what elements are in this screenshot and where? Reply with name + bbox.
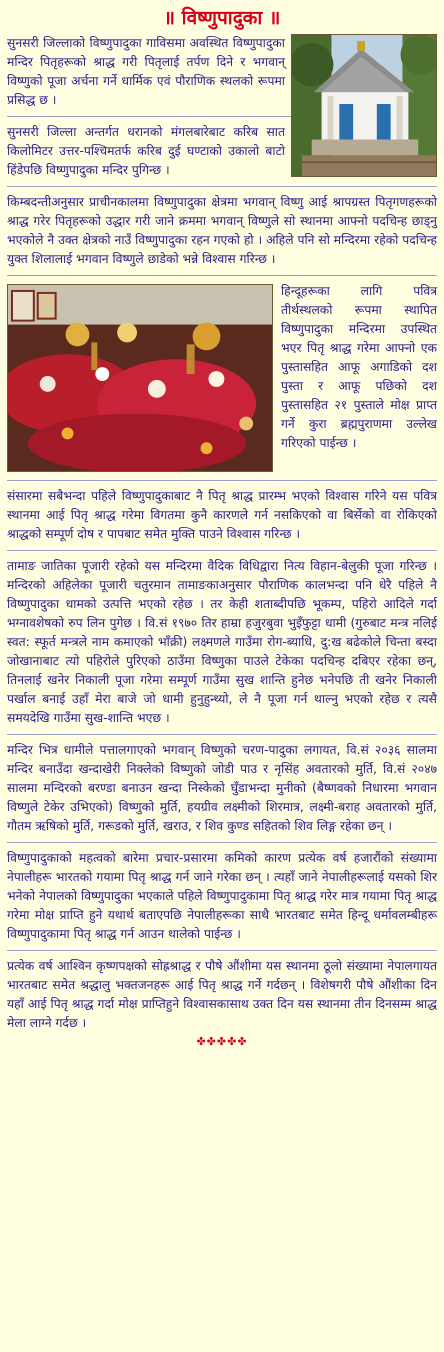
paragraph-3: किम्बदन्तीअनुसार प्राचीनकालमा विष्णुपादुका क्षेत्रमा भगवान् विष्णु आई श्रापग्रस्त पितृगणहरूको श्राद्ध गरेर पितृहरूको उद्धार गरी जाने क्रममा भगवान् विष्णुले सो स्थानमा आफ्नो पदचिन्ह छाड्नु भएकोले नै उक्त क्षेत्रको नाउँ विष्णुपादुका रहन गएको हो । अहिले पनि सो मन्दिरमा रहेको पदचिन्ह युक्त शिलालाई भगवान विष्णुले छाडेको भन्ने विश्वास गरिन्छ । — [7, 195, 437, 266]
paragraph-5: संसारमा सबैभन्दा पहिले विष्णुपादुकाबाट नै पितृ श्राद्ध प्रारम्भ भएको विश्वास गरिने यस पवित्र स्थानमा आई पितृ श्राद्ध गरेमा विगतमा कुनै कारणले गर्न नसकिएको वा बिर्सेको वा रोकिएको श्राद्धको सम्पूर्ण दोष र पापबाट समेत मुक्ति पाउने विश्वास गरिन्छ । — [7, 489, 437, 541]
festival-section — [7, 957, 437, 1048]
end-mark: ✤✤✤✤✤ — [196, 1035, 248, 1048]
priest-section — [7, 557, 437, 735]
intro-section — [7, 34, 437, 117]
legend-section — [7, 193, 437, 276]
paragraph-8: विष्णुपादुकाको महत्वको बारेमा प्रचार-प्रसारमा कमिको कारण प्रत्येक वर्ष हजारौंको संख्यामा नेपालीहरू भारतको गयामा पितृ श्राद्ध गर्न जाने गरेका छन् । त्यहाँ जाने नेपालीहरूलाई यसको शिर भनेको नेपालको विष्णुपादुका भएकाले पहिले विष्णुपादुकामा पितृ श्राद्ध गरेर मात्र गयामा पितृ श्राद्ध गरेमा मोक्ष प्राप्ति हुने यथार्थ बताएपछि नेपालीहरूका साथै भारतबाट समेत हिन्दू धर्मावलम्बीहरू विष्णुपादुकामा पितृ श्राद्ध गर्न आउन थालेको पाईन्छ । — [7, 851, 437, 941]
paragraph-4: हिन्दूहरूका लागि पवित्र तीर्थस्थलको रूपमा स्थापित विष्णुपादुका मन्दिरमा उपस्थित भएर पितृ श्राद्ध गरेमा आफ्नो एक पुस्तासहित आफू अगाडिको दश पुस्ता र आफू पछिको दश पुस्तासहित २१ पुस्ताले मोक्ष प्राप्त गर्ने कुरा ब्रह्मपुराणमा उल्लेख गरिएको पाईन्छ । — [281, 284, 437, 450]
idols-section — [7, 741, 437, 843]
moksha-section — [7, 282, 437, 481]
paragraph-9: प्रत्येक वर्ष आश्विन कृष्णपक्षको सोह्रश्राद्ध र पौषे औंशीमा यस स्थानमा ठूलो संख्यामा नेपालगायत भारतबाट समेत श्रद्धालु भक्तजनहरू आई पितृ श्राद्ध गर्ने गर्दछन् । विशेषगरी पौषे औंशीका दिन यहाँ आई पितृ श्राद्ध गर्दा मोक्ष प्राप्तिहुने विश्वासकासाथ उक्त दिन यस स्थानमा तीन दिनसम्म श्राद्ध मेला लाग्ने गर्दछ । — [7, 959, 437, 1030]
offerings-photo — [7, 284, 273, 472]
belief-section — [7, 487, 437, 551]
significance-section — [7, 849, 437, 951]
paragraph-2: सुनसरी जिल्ला अन्तर्गत धरानको मंगलबारेबाट करिब सात किलोमिटर उत्तर-पश्चिमतर्फ करिब दुई घण्टाको उकालो बाटो हिंडेपछि विष्णुपादुका मन्दिर पुगिन्छ । — [7, 125, 285, 177]
page-title: ॥ विष्णुपादुका ॥ — [163, 7, 281, 29]
paragraph-7: मन्दिर भित्र धामीले पत्तालगाएको भगवान् विष्णुको चरण-पादुका लगायत, वि.सं २०३६ सालमा मन्दिर बनाउँदा खन्दाखेरी निक्लेको विष्णुको जोडी पाउ र नृसिंह अवतारको मुर्ति, वि.सं २०४७ सालमा मन्दिरको बरण्डा बनाउन खन्दा निस्केको घुँडाभन्दा मुनीको (बैष्णवको निधारमा भगवान विष्णुले टेकेर उभिएको) विष्णुको मुर्ति, हयग्रीव लक्ष्मीको शिरमात्र, लक्ष्मी-बराह अवतारको मुर्ति, गौतम ऋषिको मुर्ति, गरूडको मुर्ति, खराउ, र शिव कुण्ड सहितको शिव लिङ्ग रहेका छन् । — [7, 743, 437, 833]
paragraph-6: तामाङ जातिका पूजारी रहेको यस मन्दिरमा वैदिक विधिद्वारा नित्य विहान-बेलुकी पूजा गरिन्छ । मन्दिरको अहिलेका पूजारी चतुरमान तामाङकाअनुसार पौराणिक कालभन्दा पनि धेरै पहिले नै विष्णुपादुका धामको उत्पत्ति भएको रहेछ । तर केही शताब्दीपछि भूकम्प, पहिरो आदिले गर्दा भग्नावशेषको रुप लिन पुगेछ । वि.सं १९७० तिर हाम्रा हजुरबुवा भुइँफुट्टा धामी (गुरुबाट मन्त्र नलिई स्वत: स्फूर्त मन्त्रले नाम कमाएको भाँक्री) लक्ष्मणले गाउँमा रोग-ब्याधि, दु:ख बढेकोले चिन्ता बस्दा जोखानाबाट त्यो पहिरोले पुरिएको ठाउँमा विष्णुका पाउले टेकेका पदचिन्ह दबिएर रहेका छन्, तिनलाई खनेर निकाली पूजा गरेमा सम्पूर्ण गाउँमा सुख शान्ति हुनेछ भनेपछि ती खनेर निकाली पर्खाल बनाई उहाँ मेरा बाजे जो धामी हुनुहुन्थ्यो, ले नै पूजा गर्न थाल्नु भएको रहेछ र त्यसै समयदेखि गाउँमा सुख-शान्ति भएछ । — [7, 559, 437, 725]
temple-photo — [291, 34, 437, 177]
paragraph-1: सुनसरी जिल्लाको विष्णुपादुका गाविसमा अवस्थित विष्णुपादुका मन्दिर पितृहरूको श्राद्ध गरी पितृलाई तर्पण दिने र भगवान् विष्णुको पूजा अर्चना गर्ने धार्मिक एवं पौराणिक स्थलको रूपमा प्रसिद्ध छ । — [7, 36, 285, 107]
